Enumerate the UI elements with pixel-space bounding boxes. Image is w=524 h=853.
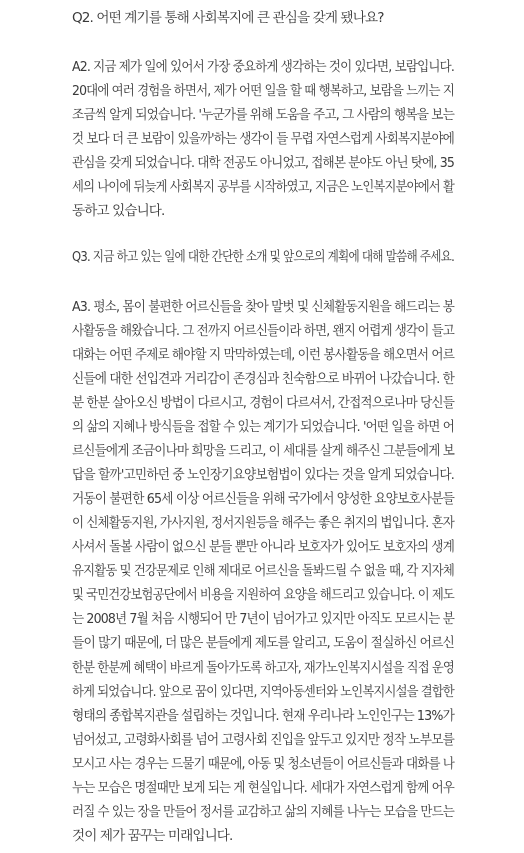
- answer-a2-line: 세의 나이에 뒤늦게 사회복지 공부를 시작하였고, 지금은 노인복지분야에서 활: [72, 179, 454, 196]
- answer-a2-line: 동하고 있습니다.: [72, 203, 165, 220]
- answer-a3-line: 분 한분 살아오신 방법이 다르시고, 경험이 다르셔서, 간접적으로나마 당신들: [72, 394, 454, 411]
- answer-a3-line: 들이 많기 때문에, 더 많은 분들에게 제도를 알리고, 도움이 절실하신 어르신: [72, 635, 454, 652]
- answer-a3-line: 답을 할까'고민하던 중 노인장기요양보험법이 있다는 것을 알게 되었습니다.: [72, 467, 454, 484]
- answer-a3-line: 사셔서 돌볼 사람이 없으신 분들 뿐만 아니라 보호자가 있어도 보호자의 생계: [72, 539, 454, 556]
- answer-a3-line: A3. 평소, 몸이 불편한 어르신들을 찾아 말벗 및 신체활동지원을 해드리는 봉: [72, 298, 454, 315]
- answer-a3-line: 누는 모습은 명절때만 보게 되는 게 현실입니다. 세대가 자연스럽게 함께 어우: [72, 779, 454, 796]
- answer-a3-line: 넘어섰고, 고령화사회를 넘어 고령사회 진입을 앞두고 있지만 정작 노부모를: [72, 731, 454, 748]
- answer-a3-line: 르신들에게 조금이나마 희망을 드리고, 이 세대를 살게 해주신 그분들에게 보: [72, 442, 454, 459]
- answer-a2-line: 것 보다 더 큰 보람이 있을까'하는 생각이 들 무렵 자연스럽게 사회복지분야에: [72, 131, 454, 148]
- answer-a3-line: 의 삶의 지혜나 방식들을 접할 수 있는 계기가 되었습니다. '어떤 일을 하면 어: [72, 418, 454, 435]
- answer-a3-line: 거동이 불편한 65세 이상 어르신들을 위해 국가에서 양성한 요양보호사분들: [72, 491, 454, 508]
- answer-a3-line: 형태의 종합복지관을 설립하는 것입니다. 현재 우리나라 노인인구는 13%가: [72, 707, 454, 724]
- answer-a3-line: 는 2008년 7월 처음 시행되어 만 7년이 넘어가고 있지만 아직도 모르시는 분: [72, 611, 454, 628]
- answer-a3-line: 모시고 사는 경우는 드물기 때문에, 아동 및 청소년들이 어르신들과 대화를 나: [72, 755, 454, 772]
- answer-a3-line: 사활동을 해왔습니다. 그 전까지 어르신들이라 하면, 왠지 어렵게 생각이 들고: [72, 322, 454, 339]
- question-q3: Q3. 지금 하고 있는 일에 대한 간단한 소개 및 앞으로의 계획에 대해 말씀해 주세요.: [72, 249, 454, 266]
- answer-a2-line: 20대에 여러 경험을 하면서, 제가 어떤 일을 할 때 행복하고, 보람을 느끼는 지: [72, 82, 454, 99]
- answer-a3-line: 러질 수 있는 장을 만들어 정서를 교감하고 삶의 지혜를 나누는 모습을 만드는: [72, 803, 454, 820]
- answer-a3-line: 대화는 어떤 주제로 해야할 지 막막하였는데, 이런 봉사활동을 해오면서 어르: [72, 346, 454, 363]
- answer-a2-line: 조금씩 알게 되었습니다. '누군가를 위해 도움을 주고, 그 사람의 행복을 보는: [72, 107, 454, 123]
- answer-a2-line: A2. 지금 제가 일에 있어서 가장 중요하게 생각하는 것이 있다면, 보람입니다.: [72, 58, 454, 75]
- answer-a3-line: 및 국민건강보험공단에서 비용을 지원하여 요양을 해드리고 있습니다. 이 제도: [72, 587, 454, 604]
- answer-a2-line: 관심을 갖게 되었습니다. 대학 전공도 아니었고, 접해본 분야도 아닌 탓에, 35: [72, 155, 454, 172]
- question-q2: Q2. 어떤 계기를 통해 사회복지에 큰 관심을 갖게 됐나요?: [72, 9, 384, 26]
- answer-a3-line: 신들에 대한 선입견과 거리감이 존경심과 친숙함으로 바뀌어 나갔습니다. 한: [72, 370, 454, 387]
- answer-a3-line: 유지활동 및 건강문제로 인해 제대로 어르신을 돌봐드릴 수 없을 때, 각 지자체: [72, 563, 454, 580]
- answer-a3-line: 이 신체활동지원, 가사지원, 정서지원등을 해주는 좋은 취지의 법입니다. 혼자: [72, 515, 454, 532]
- answer-a3-line: 한분 한분께 혜택이 바르게 돌아가도록 하고자, 재가노인복지시설을 직접 운영: [72, 659, 454, 676]
- answer-a3-line: 하게 되었습니다. 앞으로 꿈이 있다면, 지역아동센터와 노인복지시설을 결합한: [72, 683, 454, 700]
- answer-a3-line: 것이 제가 꿈꾸는 미래입니다.: [72, 828, 233, 844]
